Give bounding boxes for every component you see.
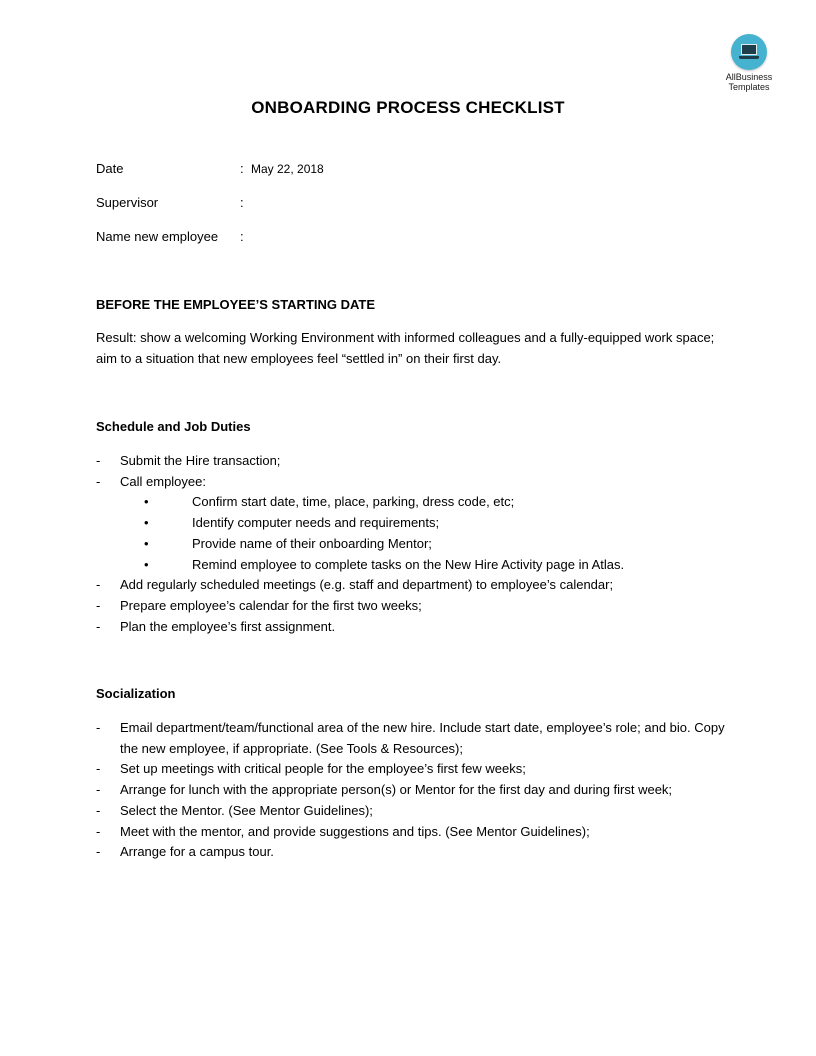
sub-list-item-text: Remind employee to complete tasks on the New Hire Activity page in Atlas. xyxy=(192,556,625,572)
dash-marker: - xyxy=(96,823,101,839)
list-item-text: Plan the employee’s first assignment. xyxy=(120,618,336,634)
dash-marker: - xyxy=(96,720,101,735)
field-colon: : xyxy=(240,229,244,244)
section-heading-socialization: Socialization xyxy=(96,686,176,701)
bullet-icon: • xyxy=(144,535,149,551)
sub-list-item xyxy=(96,492,726,513)
field-label: Supervisor xyxy=(96,195,159,210)
section-heading-schedule: Schedule and Job Duties xyxy=(96,419,251,434)
list-item-text: Set up meetings with critical people for the employee’s first few weeks; xyxy=(120,761,526,777)
section-heading-before-start: BEFORE THE EMPLOYEE’S STARTING DATE xyxy=(96,297,376,312)
dash-marker: - xyxy=(96,618,101,634)
dash-marker: - xyxy=(96,577,101,593)
logo-line-1: AllBusiness xyxy=(725,72,773,82)
sub-list-item xyxy=(96,555,726,576)
result-paragraph: Result: show a welcoming Working Environment with informed colleagues and a fully-equipped work space; aim to a situation that new employees feel “settled in” on their first day. xyxy=(96,330,715,366)
list-item xyxy=(96,472,726,576)
list-item xyxy=(96,759,726,780)
list-item xyxy=(96,617,726,638)
list-item-text: Meet with the mentor, and provide suggestions and tips. (See Mentor Guidelines); xyxy=(120,823,590,839)
list-item-text: Email department/team/functional area of the new hire. Include start date, employee’s role; and bio. Copy the new employee, if appropriate. (See Tools & Resources); xyxy=(120,720,725,756)
call-employee-sublist xyxy=(96,492,726,575)
laptop-icon xyxy=(731,34,767,70)
sub-list-item-text: Identify computer needs and requirements; xyxy=(192,515,440,531)
list-item xyxy=(96,842,726,863)
list-item xyxy=(96,801,726,822)
bullet-icon: • xyxy=(144,494,149,510)
field-colon: : xyxy=(240,161,244,176)
bullet-icon: • xyxy=(144,515,149,531)
sub-list-item-text: Confirm start date, time, place, parking, dress code, etc; xyxy=(192,494,515,510)
field-label: Name new employee xyxy=(96,229,219,244)
dash-marker: - xyxy=(96,844,101,860)
sub-list-item xyxy=(96,513,726,534)
document-title: ONBOARDING PROCESS CHECKLIST xyxy=(251,98,565,117)
list-item xyxy=(96,822,726,843)
list-item-text: Arrange for a campus tour. xyxy=(120,844,274,860)
allbusiness-templates-logo xyxy=(718,34,780,92)
field-value: May 22, 2018 xyxy=(251,162,324,176)
sub-list-item xyxy=(96,534,726,555)
list-item-text: Add regularly scheduled meetings (e.g. staff and department) to employee’s calendar; xyxy=(120,577,614,593)
list-item-text: Arrange for lunch with the appropriate person(s) or Mentor for the first day and during first week; xyxy=(120,782,673,798)
list-item-text: Prepare employee’s calendar for the first two weeks; xyxy=(120,597,422,613)
dash-marker: - xyxy=(96,802,101,818)
logo-line-2: Templates xyxy=(728,82,770,92)
dash-marker: - xyxy=(96,597,101,613)
list-item xyxy=(96,596,726,617)
field-label: Date xyxy=(96,161,124,176)
list-item xyxy=(96,451,726,472)
list-item xyxy=(96,718,726,759)
sub-list-item-text: Provide name of their onboarding Mentor; xyxy=(192,535,432,551)
dash-marker: - xyxy=(96,453,101,468)
logo-text xyxy=(718,72,780,92)
list-item-text: Select the Mentor. (See Mentor Guidelines); xyxy=(120,802,373,818)
list-item xyxy=(96,575,726,596)
dash-marker: - xyxy=(96,761,101,777)
list-item-text: Submit the Hire transaction; xyxy=(120,453,281,468)
socialization-list xyxy=(96,718,726,863)
dash-marker: - xyxy=(96,782,101,798)
list-item xyxy=(96,780,726,801)
schedule-list xyxy=(96,451,726,637)
bullet-icon: • xyxy=(144,556,149,572)
dash-marker: - xyxy=(96,473,101,489)
field-colon: : xyxy=(240,195,244,210)
list-item-text: Call employee: xyxy=(120,473,206,489)
